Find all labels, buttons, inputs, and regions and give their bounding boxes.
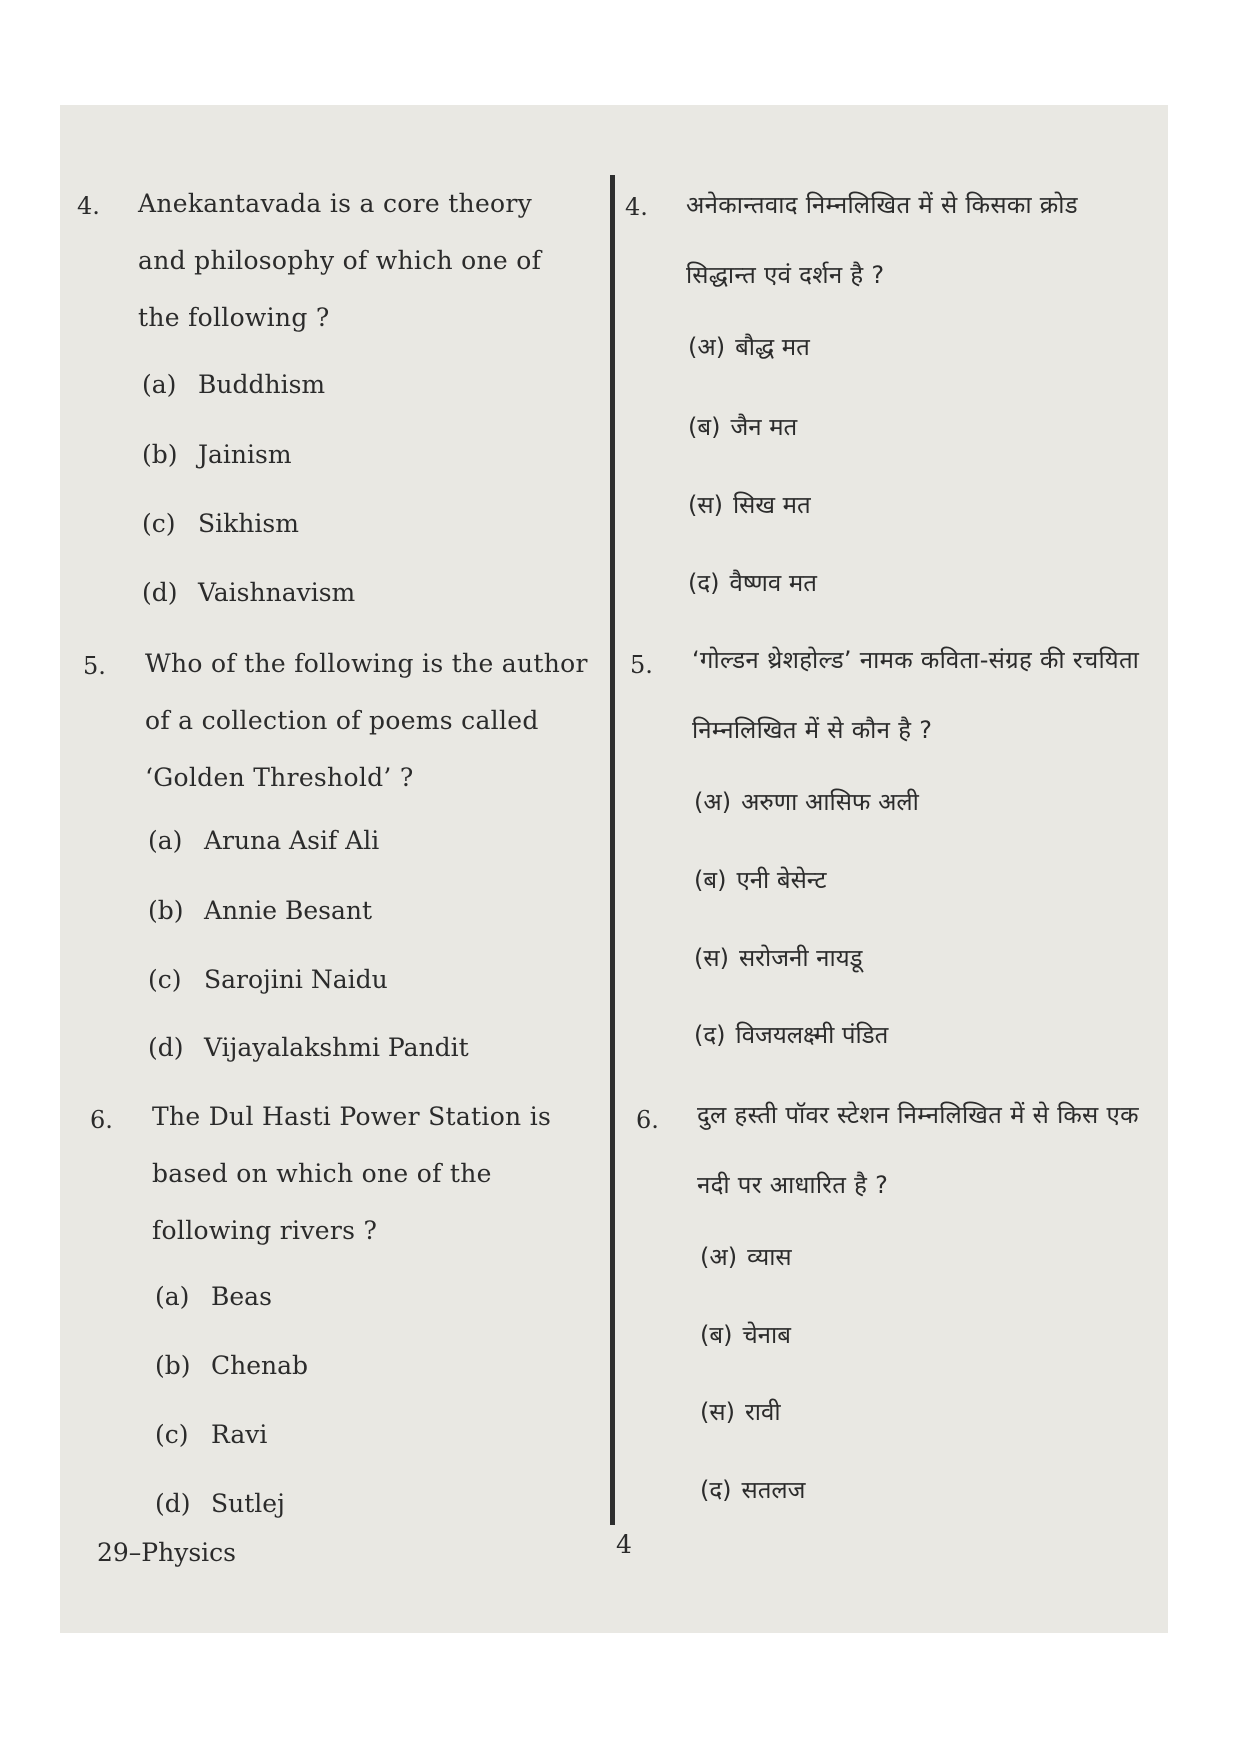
option-a: (a) Beas <box>155 1282 272 1311</box>
page-number: 4 <box>616 1530 632 1559</box>
question-text: अनेकान्तवाद निम्नलिखित में से किसका क्रोड सिद्धान्त एवं दर्शन है ? <box>686 191 1078 289</box>
option-c: (c) Sikhism <box>142 509 299 538</box>
option-b: (ब) चेनाब <box>700 1321 791 1349</box>
option-d: (d) Sutlej <box>155 1489 285 1518</box>
question-text: दुल हस्ती पॉवर स्टेशन निम्नलिखित में से किस एक नदी पर आधारित है ? <box>697 1101 1139 1199</box>
option-a: (अ) अरुणा आसिफ अली <box>694 788 919 816</box>
question-text: Who of the following is the author of a collection of poems called ‘Golden Threshold’ ? <box>145 649 588 792</box>
question-number: 4. <box>625 193 648 221</box>
option-c: (c) Sarojini Naidu <box>148 965 388 994</box>
option-b: (b) Jainism <box>142 440 292 469</box>
question-text: ‘गोल्डन थ्रेशहोल्ड’ नामक कविता-संग्रह की रचयिता निम्नलिखित में से कौन है ? <box>692 646 1140 744</box>
option-c: (स) सरोजनी नायडू <box>694 944 863 972</box>
option-c: (स) रावी <box>700 1398 781 1426</box>
option-a: (अ) व्यास <box>700 1243 792 1271</box>
question-number: 5. <box>83 652 106 680</box>
question-number: 6. <box>636 1106 659 1134</box>
option-d: (d) Vijayalakshmi Pandit <box>148 1033 469 1062</box>
option-b: (b) Annie Besant <box>148 896 373 925</box>
option-a: (अ) बौद्ध मत <box>688 333 810 361</box>
question-number: 5. <box>630 651 653 679</box>
paper-code: 29–Physics <box>97 1538 237 1567</box>
option-c: (स) सिख मत <box>688 491 811 519</box>
column-divider <box>610 175 615 1525</box>
question-text: Anekantavada is a core theory and philosophy of which one of the following ? <box>138 189 542 332</box>
option-a: (a) Aruna Asif Ali <box>148 826 380 855</box>
option-d: (d) Vaishnavism <box>142 578 356 607</box>
option-c: (c) Ravi <box>155 1420 268 1449</box>
option-b: (ब) जैन मत <box>688 413 798 441</box>
question-text: The Dul Hasti Power Station is based on which one of the following rivers ? <box>152 1102 552 1245</box>
option-b: (b) Chenab <box>155 1351 309 1380</box>
question-number: 4. <box>77 192 100 220</box>
question-number: 6. <box>90 1106 113 1134</box>
option-b: (ब) एनी बेसेन्ट <box>694 866 827 894</box>
option-d: (द) सतलज <box>700 1476 806 1504</box>
option-a: (a) Buddhism <box>142 370 326 399</box>
option-d: (द) विजयलक्ष्मी पंडित <box>694 1021 889 1049</box>
option-d: (द) वैष्णव मत <box>688 569 817 597</box>
